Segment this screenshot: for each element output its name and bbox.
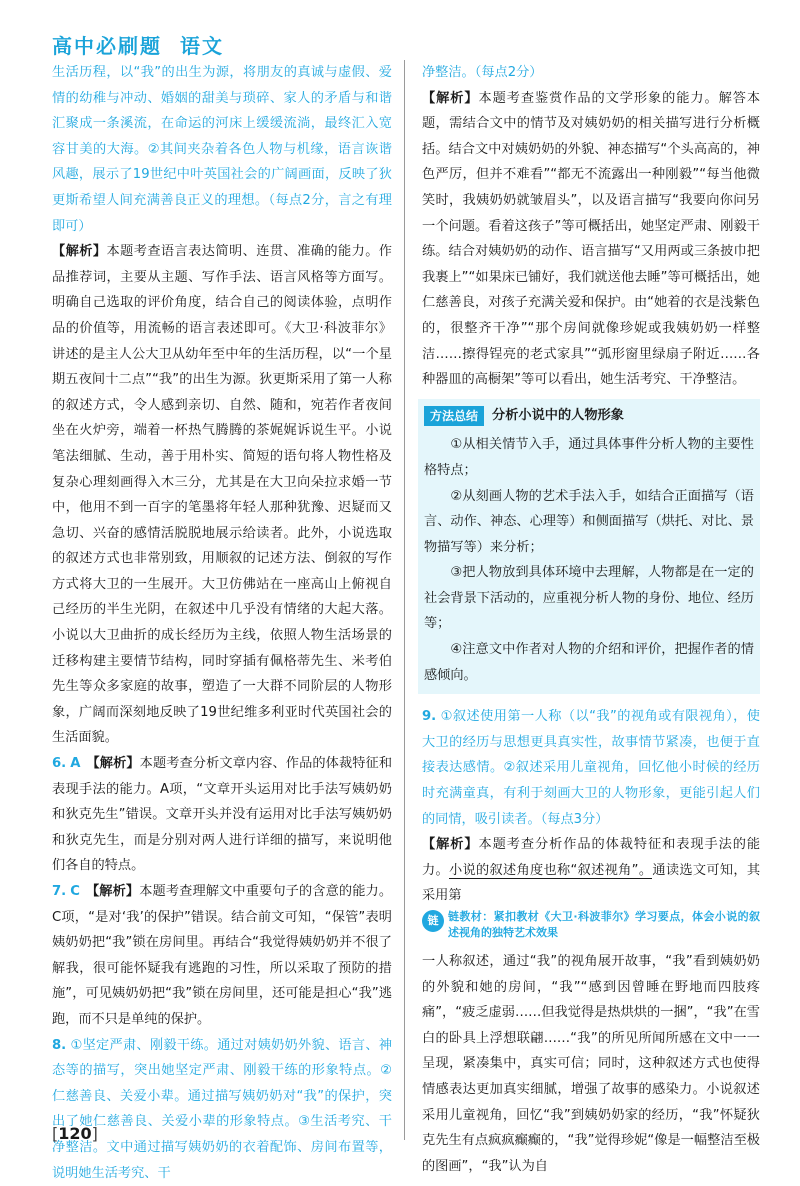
textbook-tip <box>422 909 760 941</box>
analysis-9-text: 本题考查分析作品的体裁特征和表现手法的能力。 <box>422 837 761 878</box>
page-number: [120] <box>52 1124 98 1143</box>
question-7-text: 本题考查理解文中重要句子的含意的能力。C项，“是对‘我’的保护”错误。结合前文可知，“保管”表明姨奶奶把“我”锁在房间里。再结合“我觉得姨奶奶并不很了解我，很可能怀疑我有逃跑的习性，所以采取了预防的措施”，可见姨奶奶把“我”锁在房间里，还可能是担心“我”逃跑，而不只是单纯的保护。 <box>52 884 393 1027</box>
method-item: ②从刻画人物的艺术手法入手，如结合正面描写（语言、动作、神态、心理等）和侧面描写（烘托、对比、景物描写等）来分析； <box>424 488 754 555</box>
question-9-answer: ①叙述使用第一人称（以“我”的视角或有限视角），使大卫的经历与思想更具真实性，故事情节紧凑，也便于直接表达感情。②叙述采用儿童视角，回忆他小时候的经历时充满童真，有利于刻画大卫的人物形象，更能引起人们的同情，吸引读者。（每点3分） <box>422 709 760 827</box>
answer-letter: A <box>70 756 81 772</box>
analysis-5-text: 本题考查语言表达简明、连贯、准确的能力。作品推荐词，主要从主题、写作手法、语言风格等方面写。明确自己选取的评价角度，结合自己的阅读体验，点明作品的价值等，用流畅的语言表述即可。《大卫·科波菲尔》讲述的是主人公大卫从幼年至中年的生活历程，以“一个星期五夜间十二点”“我”的出生为源。狄更斯采用了第一人称的叙述方式，令人感到亲切、自然、随和，宛若作者夜间坐在火炉旁，端着一杯热气腾腾的茶娓娓诉说生平。小说笔法细腻、生动，善于用朴实、简短的语句将人物性格及复杂心理刻画得入木三分，尤其是在大卫向朵拉求婚一节中，他用不到一百字的笔墨将年轻人那种犹豫、迟疑而又急切、兴奋的感情活脱脱地展示给读者。此外，小说选取的叙述方式也非常别致，用顺叙的记述方法、倒叙的写作方式将大卫的一生展开。大卫仿佛站在一座高山上俯视自己经历的半生光阴，在叙述中几乎没有情绪的大起大落。小说以大卫曲折的成长经历为主线，依照人物生活场景的迁移构建主要情节结构，同时穿插有佩格蒂先生、米考伯先生等众多家庭的故事，塑造了一大群不同阶层的人物形象，广阔而深刻地反映了19世纪维多利亚时代英国社会的生活面貌。 <box>52 244 392 746</box>
question-number: 6. <box>52 756 67 772</box>
analysis-5 <box>52 239 392 751</box>
analysis-tag: 【解析】 <box>422 837 479 853</box>
method-summary-box <box>418 399 760 695</box>
analysis-9-continued: 一人称叙述，通过“我”的视角展开故事，“我”看到姨奶奶的外貌和她的房间，“我”“感到因曾睡在野地而四肢疼痛”，“疲乏虚弱……但我觉得是热烘烘的一捆”，“我”在雪白的卧具上浮想联翩……“我”的所见所闻所感在文中一一呈现，紧凑集中，真实可信；同时，这种叙述方式也使得情感表达更加真实细腻，增强了故事的感染力。小说叙述采用儿童视角，回忆“我”到姨奶奶家的经历，“我”怀疑狄克先生有点疯疯癫癫的，“我”觉得珍妮“像是一幅整洁至极的图画”，“我”认为自 <box>422 954 760 1174</box>
analysis-tag: 【解析】 <box>52 244 107 260</box>
method-item: ④注意文中作者对人物的介绍和评价，把握作者的情感倾向。 <box>424 642 754 683</box>
page-header <box>52 30 224 59</box>
method-item: ①从相关情节入手，通过具体事件分析人物的主要性格特点； <box>424 437 754 478</box>
analysis-tag: 【解析】 <box>422 90 479 106</box>
page-number-value: 120 <box>58 1124 92 1143</box>
question-6 <box>52 751 392 879</box>
analysis-8 <box>422 86 760 393</box>
underlined-note: 小说的叙述角度也称“叙述视角”。 <box>449 862 653 878</box>
method-title: 分析小说中的人物形象 <box>492 407 624 423</box>
method-summary-header <box>424 403 754 429</box>
question-7 <box>52 879 392 1033</box>
question-number: 8. <box>52 1037 67 1053</box>
answer-letter: C <box>70 884 80 899</box>
tip-label: 链教材： <box>448 910 494 923</box>
question-number: 9. <box>422 709 437 725</box>
question-9 <box>422 704 760 832</box>
analysis-8-text: 本题考查鉴赏作品的文学形象的能力。解答本题，需结合文中的情节及对姨奶奶的相关描写进行分析概括。结合文中对姨奶奶的外貌、神态描写“个头高高的，神色严厉，但并不难看”“都无不流露出一种刚毅”“每当他微笑时，我姨奶奶就皱眉头”，以及语言描写“我要向你问另一个问题。看着这孩子”等可概括出，她坚定严肃、刚毅干练。结合对姨奶奶的动作、语言描写“又用两或三条披巾把我裹上”“如果床已铺好，我们就送他去睡”等可概括出，她仁慈善良，对孩子充满关爱和保护。由“她着的衣是浅紫色的，很整齐干净”“那个房间就像珍妮或我姨奶奶一样整洁……擦得锃亮的老式家具”“弧形窗里绿扇子附近……各种器皿的高橱架”等可以看出，她生活考究、干净整洁。 <box>422 90 761 388</box>
analysis-tag: 【解析】 <box>85 884 140 899</box>
question-8 <box>52 1033 392 1186</box>
question-8-text: ①坚定严肃、刚毅干练。通过对姨奶奶外貌、语言、神态等的描写，突出她坚定严肃、刚毅干练的形象特点。②仁慈善良、关爱小辈。通过描写姨奶奶对“我”的保护，突出了她仁慈善良、关爱小辈的形象特点。③生活考究、干净整洁。文中通过描写姨奶奶的衣着配饰、房间布置等，说明她生活考究、干 <box>52 1037 392 1181</box>
analysis-9 <box>422 832 760 909</box>
answer-8-tail: 净整洁。（每点2分） <box>422 65 543 80</box>
column-divider <box>404 60 405 1140</box>
textbook-link-icon: 链 <box>422 910 444 932</box>
question-6-text: 本题考查分析文章内容、作品的体裁特征和表现手法的能力。A项，“文章开头运用对比手法写姨奶奶和狄克先生”错误。文章开头并没有运用对比手法写姨奶奶和狄克先生，而是分别对两人进行详细的描写，来说明他们各自的特点。 <box>52 756 393 874</box>
method-badge: 方法总结 <box>424 406 484 426</box>
subject-name: 语文 <box>180 34 224 58</box>
right-column <box>422 60 760 1179</box>
question-number: 7. <box>52 884 67 899</box>
answer-5-tail: 生活历程，以“我”的出生为源，将朋友的真诚与虚假、爱情的幼稚与冲动、婚姻的甜美与琐碎、家人的矛盾与和谐汇聚成一条溪流，在命运的河床上缓缓流淌，最终汇入宽容甘美的大海。②其间夹杂着各色人物与机缘，语言诙谐风趣，展示了19世纪中叶英国社会的广阔画面，反映了狄更斯希望人间充满善良正义的理想。（每点2分，言之有理即可） <box>52 65 392 234</box>
book-name: 高中必刷题 <box>52 34 162 58</box>
book-title <box>52 34 224 58</box>
tip-text <box>448 909 760 941</box>
method-item: ③把人物放到具体环境中去理解，人物都是在一定的社会背景下活动的，应重视分析人物的身份、地位、经历等； <box>424 565 754 632</box>
left-column <box>52 60 392 1186</box>
analysis-tag: 【解析】 <box>86 756 140 772</box>
tip-body: 紧扣教材《大卫·科波菲尔》学习要点，体会小说的叙述视角的独特艺术效果 <box>448 910 760 939</box>
analysis-9-continue: 通读选文可知，其采用第 <box>422 862 761 904</box>
